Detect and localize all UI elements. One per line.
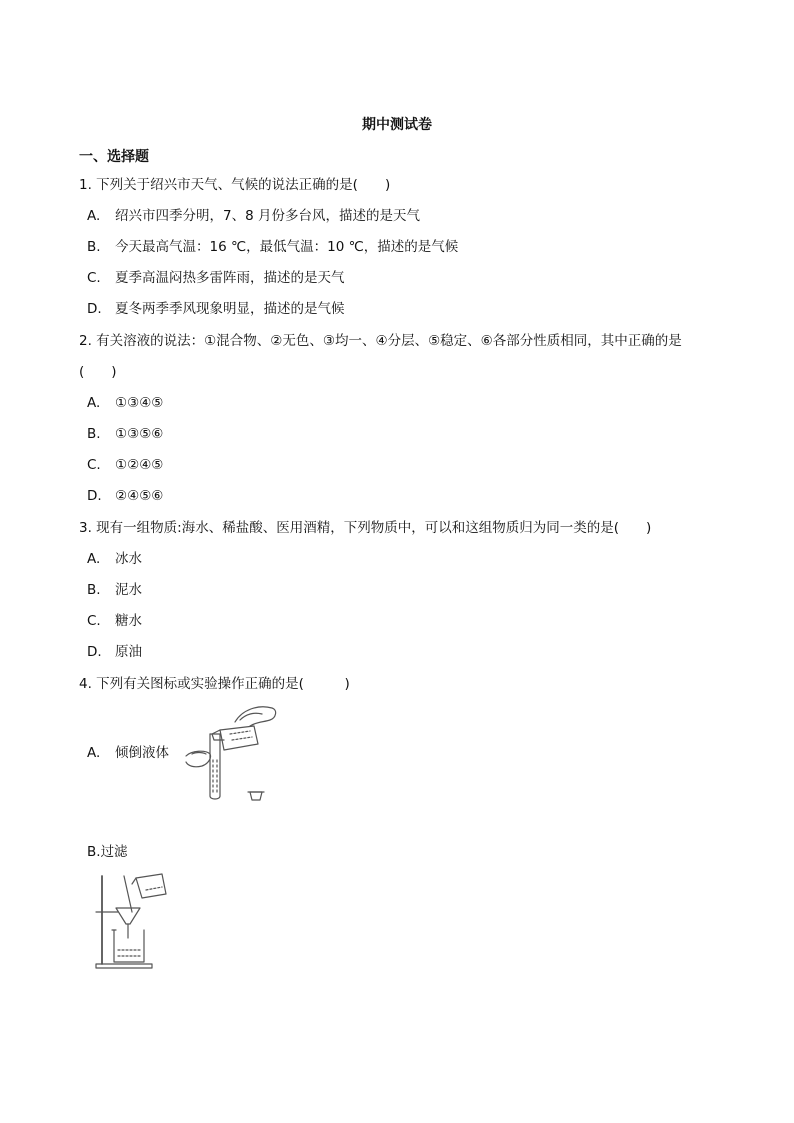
option-letter: B. xyxy=(87,426,101,442)
option-text: ①③④⑤ xyxy=(115,395,164,411)
question-2-option-b xyxy=(87,424,163,444)
section-heading: 一、选择题 xyxy=(79,149,149,165)
option-letter: A. xyxy=(87,208,101,224)
option-letter: B. xyxy=(87,844,101,860)
option-text: 糖水 xyxy=(115,613,142,629)
question-1-stem: 1. 下列关于绍兴市天气、气候的说法正确的是( ) xyxy=(79,177,391,193)
question-1-option-a xyxy=(87,206,420,226)
option-letter: B. xyxy=(87,582,101,598)
option-letter: D. xyxy=(87,301,102,317)
option-letter: A. xyxy=(87,551,101,567)
option-text: ②④⑤⑥ xyxy=(115,488,164,504)
question-3-option-b xyxy=(87,580,142,600)
filtration-figure xyxy=(92,868,176,972)
option-text: ①③⑤⑥ xyxy=(115,426,164,442)
option-letter: C. xyxy=(87,270,101,286)
question-2-option-a xyxy=(87,393,163,413)
option-text: 夏季高温闷热多雷阵雨，描述的是天气 xyxy=(115,270,345,286)
question-2-option-c xyxy=(87,455,163,475)
question-2-stem-continuation: ( ) xyxy=(79,364,117,380)
option-text: ①②④⑤ xyxy=(115,457,164,473)
question-2-stem: 2. 有关溶液的说法：①混合物、②无色、③均一、④分层、⑤稳定、⑥各部分性质相同，其中正确的是 xyxy=(79,333,682,349)
option-text: 倾倒液体 xyxy=(115,745,169,761)
question-2-option-d xyxy=(87,486,163,506)
question-3-option-d xyxy=(87,642,142,662)
option-text: 泥水 xyxy=(115,582,142,598)
option-letter: A. xyxy=(87,395,101,411)
option-letter: B. xyxy=(87,239,101,255)
question-4-option-b xyxy=(87,842,128,862)
option-text: 过滤 xyxy=(100,844,128,860)
option-letter: D. xyxy=(87,644,102,660)
option-letter: C. xyxy=(87,613,101,629)
page-title: 期中测试卷 xyxy=(362,117,432,133)
option-text: 今天最高气温：16 ℃，最低气温：10 ℃，描述的是气候 xyxy=(115,239,459,255)
option-text: 冰水 xyxy=(115,551,142,567)
question-1-option-d xyxy=(87,299,345,319)
option-text: 绍兴市四季分明，7、8 月份多台风，描述的是天气 xyxy=(115,208,420,224)
question-3-stem: 3. 现有一组物质:海水、稀盐酸、医用酒精，下列物质中，可以和这组物质归为同一类的是( ) xyxy=(79,520,652,536)
option-letter: D. xyxy=(87,488,102,504)
option-text: 原油 xyxy=(115,644,142,660)
question-1-option-c xyxy=(87,268,345,288)
option-text: 夏冬两季季风现象明显，描述的是气候 xyxy=(115,301,345,317)
option-letter: C. xyxy=(87,457,101,473)
question-4-option-a xyxy=(87,743,169,763)
question-3-option-c xyxy=(87,611,142,631)
option-letter: A. xyxy=(87,745,101,761)
question-4-stem: 4. 下列有关图标或实验操作正确的是( ) xyxy=(79,676,350,692)
question-3-option-a xyxy=(87,549,142,569)
pouring-liquid-figure xyxy=(180,700,290,804)
question-1-option-b xyxy=(87,237,458,257)
